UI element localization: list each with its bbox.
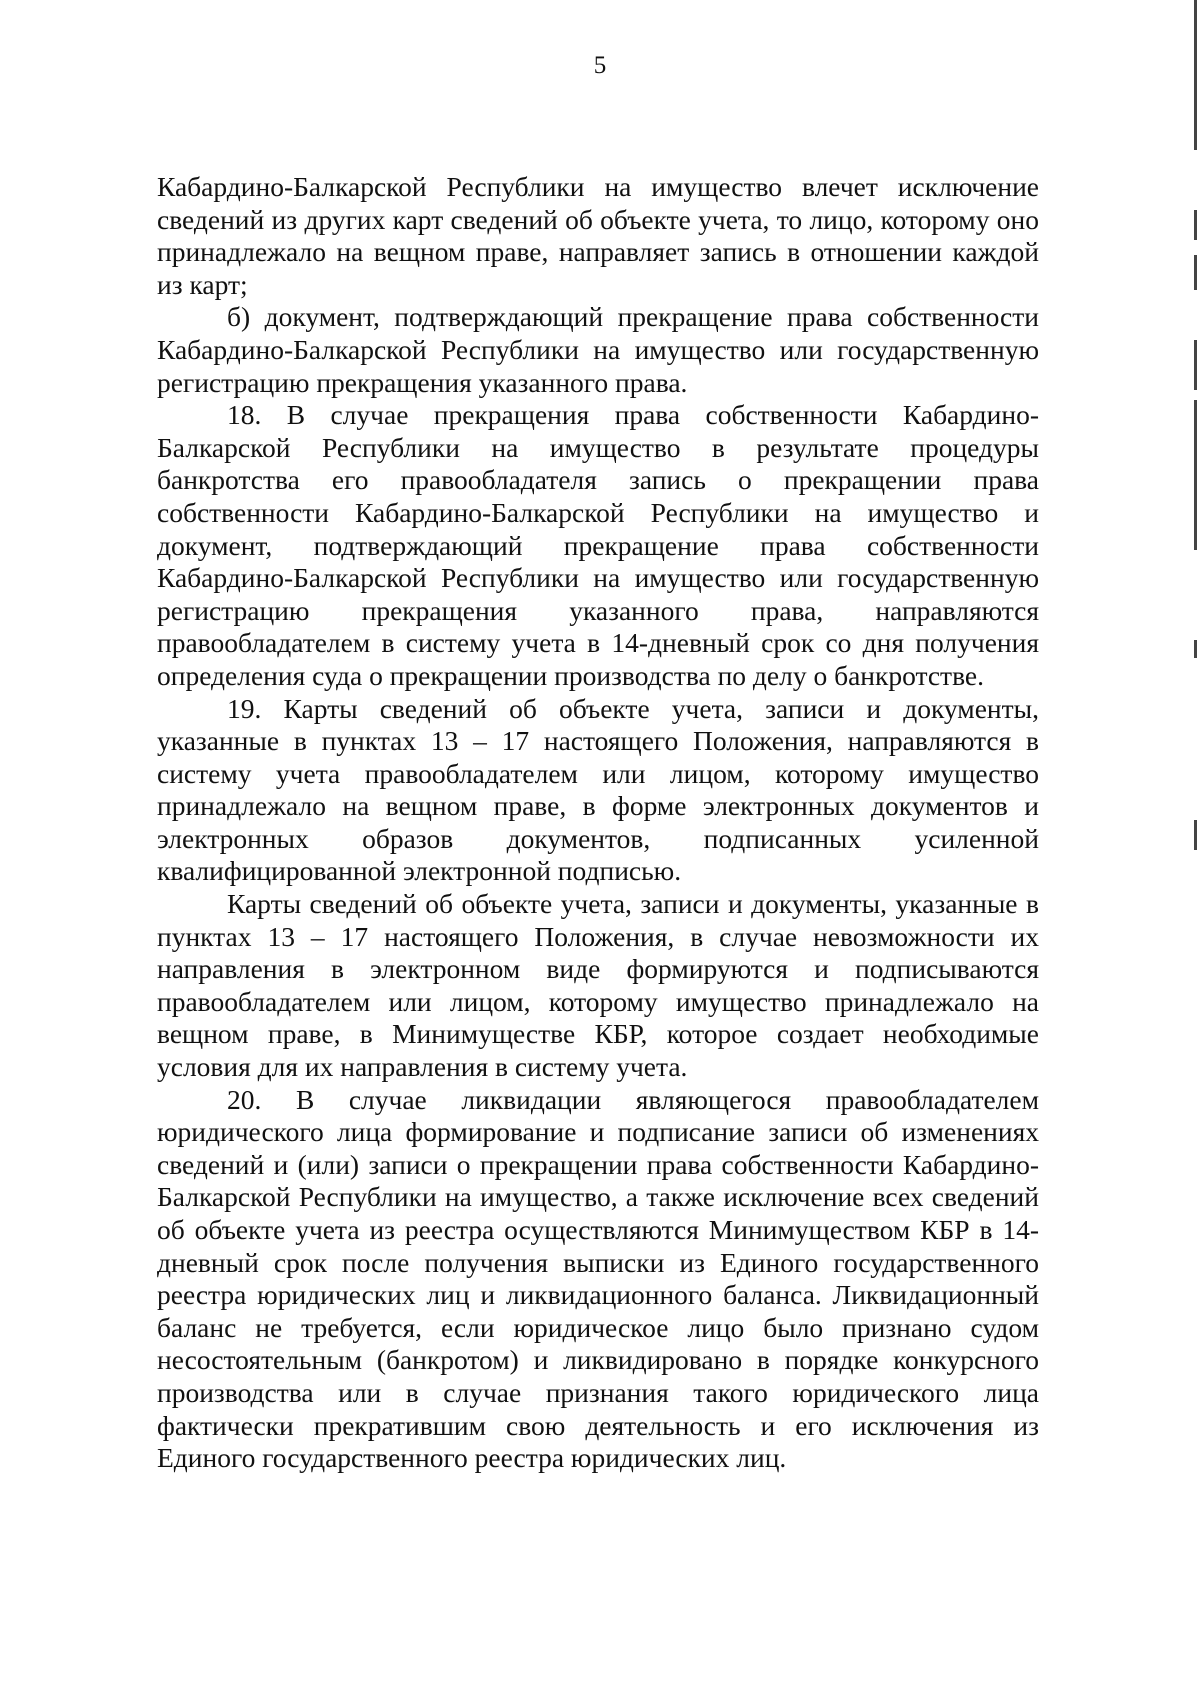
scan-edge-mark xyxy=(1194,340,1197,390)
paragraph-item-19: 19. Карты сведений об объекте учета, записи и документы, указанные в пунктах 13 – 17 настоящего Положения, направляются в систему учета правообладателем или лицом, которому имущество принадлежало на вещном праве, в форме электронных документов и электронных образов документов, подписанных усиленной квалифицированной электронной подписью. xyxy=(157,692,1039,887)
scan-edge-marks xyxy=(1188,0,1200,1697)
paragraph-item-18: 18. В случае прекращения права собственности Кабардино-Балкарской Республики на имущество в результате процедуры банкротства его правообладателя запись о прекращении права собственности Кабардино-Балкарской Республики на имущество и документ, подтверждающий прекращение права собственности Кабардино-Балкарской Республики на имущество или государственную регистрацию прекращения указанного права, направляются правообладателем в систему учета в 14-дневный срок со дня получения определения суда о прекращении производства по делу о банкротстве. xyxy=(157,399,1039,691)
scan-edge-mark xyxy=(1194,400,1197,550)
document-body xyxy=(157,171,1039,1475)
scan-edge-mark xyxy=(1194,255,1197,290)
paragraph-item-20: 20. В случае ликвидации являющегося правообладателем юридического лица формирование и подписание записи об изменениях сведений и (или) записи о прекращении права собственности Кабардино-Балкарской Республики на имущество, а также исключение всех сведений об объекте учета из реестра осуществляются Минимуществом КБР в 14-дневный срок после получения выписки из Единого государственного реестра юридических лиц и ликвидационного баланса. Ликвидационный баланс не требуется, если юридическое лицо было признано судом несостоятельным (банкротом) и ликвидировано в порядке конкурсного производства или в случае признания такого юридического лица фактически прекратившим свою деятельность и его исключения из Единого государственного реестра юридических лиц. xyxy=(157,1083,1039,1474)
paragraph-subitem-b: б) документ, подтверждающий прекращение права собственности Кабардино-Балкарской Республики на имущество или государственную регистрацию прекращения указанного права. xyxy=(157,301,1039,398)
scan-edge-mark xyxy=(1194,210,1197,240)
scan-edge-mark xyxy=(1194,820,1197,850)
scan-edge-mark xyxy=(1194,640,1197,658)
scan-edge-mark xyxy=(1194,0,1197,150)
paragraph-continuation: Кабардино-Балкарской Республики на имущество влечет исключение сведений из других карт сведений об объекте учета, то лицо, которому оно принадлежало на вещном праве, направляет запись в отношении каждой из карт; xyxy=(157,171,1039,300)
page-number: 5 xyxy=(593,52,607,79)
paragraph-item-19-continued: Карты сведений об объекте учета, записи и документы, указанные в пунктах 13 – 17 настоящего Положения, в случае невозможности их направления в электронном виде формируются и подписываются правообладателем или лицом, которому имущество принадлежало на вещном праве, в Минимуществе КБР, которое создает необходимые условия для их направления в систему учета. xyxy=(157,888,1039,1083)
